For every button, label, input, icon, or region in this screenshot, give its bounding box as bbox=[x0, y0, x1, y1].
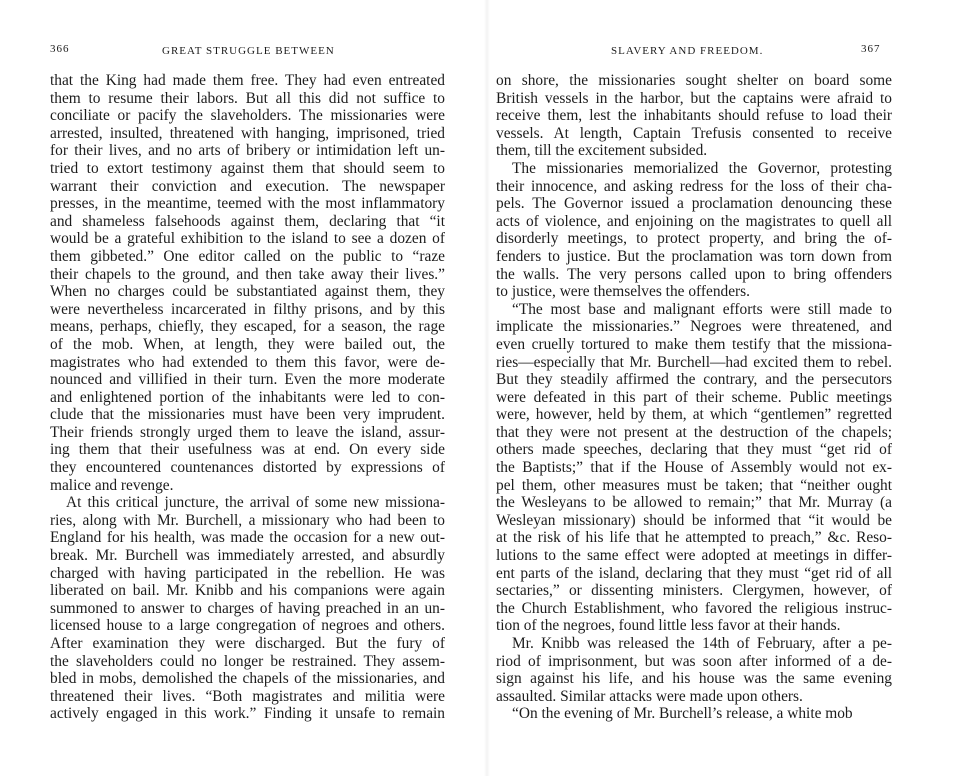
text-line: “On the evening of Mr. Burchell’s release, a white mob bbox=[512, 705, 853, 723]
text-line: were, however, held by them, at which “gentlemen” regretted bbox=[496, 406, 892, 424]
text-line: were nevertheless incarcerated in filthy prisons, and by this bbox=[50, 300, 445, 318]
text-line: fenders to justice. But the proclamation was torn down from bbox=[496, 247, 892, 265]
text-line: pel them, other measures must be taken; that “neither ought bbox=[496, 476, 892, 494]
left-page-number: 366 bbox=[50, 43, 70, 55]
text-line: implicate the missionaries.” Negroes were threatened, and bbox=[496, 318, 892, 336]
text-line: actively engaged in this work.” Finding it unsafe to remain bbox=[50, 705, 445, 723]
text-line: them, till the excitement subsided. bbox=[496, 142, 708, 160]
text-line: The missionaries memorialized the Governor, protesting bbox=[512, 159, 892, 177]
text-line: them gibbeted.” One editor called on the public to “raze bbox=[50, 247, 445, 265]
text-line: sectaries,” or dissenting ministers. Clergymen, however, of bbox=[496, 582, 892, 600]
text-line: them to resume their labors. But all this did not suffice to bbox=[50, 89, 445, 107]
text-line: the Wesleyans to be allowed to remain;” that Mr. Murray (a bbox=[496, 494, 892, 512]
text-line: the slaveholders could no longer be restrained. They assem- bbox=[50, 652, 445, 670]
text-line: lutions to the same effect were adopted at meetings in differ- bbox=[496, 547, 892, 565]
text-line: licensed house to a large congregation of negroes and others. bbox=[50, 617, 445, 635]
text-line: presses, in the meantime, teemed with the most inflammatory bbox=[50, 195, 445, 213]
text-line: ent parts of the island, declaring that they must “get rid of all bbox=[496, 564, 892, 582]
text-line: means, perhaps, chiefly, they escaped, for a season, the rage bbox=[50, 318, 445, 336]
right-page-text bbox=[496, 72, 892, 723]
text-line: England for his health, was made the occasion for a new out- bbox=[50, 529, 445, 547]
text-line: others made speeches, declaring that they must “get rid of bbox=[496, 441, 892, 459]
left-page bbox=[0, 0, 486, 776]
text-line: arrested, insulted, threatened with hanging, imprisoned, tried bbox=[50, 124, 445, 142]
text-line: break. Mr. Burchell was immediately arrested, and absurdly bbox=[50, 547, 445, 565]
text-line: pels. The Governor issued a proclamation denouncing these bbox=[496, 195, 892, 213]
text-line: ries—especially that Mr. Burchell—had excited them to rebel. bbox=[496, 353, 892, 371]
right-page bbox=[488, 0, 980, 776]
text-line: Their friends strongly urged them to leave the island, assur- bbox=[50, 423, 445, 441]
right-running-head: SLAVERY AND FREEDOM. bbox=[611, 45, 764, 57]
text-line: ries, along with Mr. Burchell, a missionary who had been to bbox=[50, 511, 445, 529]
text-line: were defeated in this part of their scheme. Public meetings bbox=[496, 388, 892, 406]
text-line: “The most base and malignant efforts were still made to bbox=[512, 300, 892, 318]
text-line: threatened their lives. “Both magistrates and militia were bbox=[50, 687, 445, 705]
text-line: charged with having participated in the rebellion. He was bbox=[50, 564, 445, 582]
text-line: malice and revenge. bbox=[50, 476, 174, 494]
text-line: British vessels in the harbor, but the captains were afraid to bbox=[496, 89, 892, 107]
text-line: clude that the missionaries must have been very imprudent. bbox=[50, 406, 445, 424]
text-line: would be a grateful exhibition to the island to see a dozen of bbox=[50, 230, 445, 248]
left-running-head: GREAT STRUGGLE BETWEEN bbox=[162, 45, 335, 57]
text-line: riod of imprisonment, but was soon after informed of a de- bbox=[496, 652, 892, 670]
text-line: receive them, lest the inhabitants should refuse to load their bbox=[496, 107, 892, 125]
text-line: on shore, the missionaries sought shelter on board some bbox=[496, 72, 892, 89]
text-line: After examination they were discharged. But the fury of bbox=[50, 635, 445, 652]
text-line: At this critical juncture, the arrival of some new missiona- bbox=[66, 494, 445, 512]
text-line: But they steadily affirmed the contrary, and the persecutors bbox=[496, 371, 892, 389]
text-line: the Church Establishment, who favored the religious instruc- bbox=[496, 599, 892, 617]
text-line: When no charges could be substantiated against them, they bbox=[50, 283, 445, 301]
text-line: assaulted. Similar attacks were made upon others. bbox=[496, 687, 803, 705]
text-line: disorderly meetings, to protect property, and bring the of- bbox=[496, 230, 892, 248]
text-line: acts of violence, and enjoining on the magistrates to quell all bbox=[496, 212, 892, 230]
text-line: conciliate or pacify the slaveholders. The missionaries were bbox=[50, 107, 445, 125]
text-line: their innocence, and asking redress for the loss of their cha- bbox=[496, 177, 892, 195]
text-line: the walls. The very persons called upon to bring offenders bbox=[496, 265, 892, 283]
text-line: summoned to answer to charges of having preached in an un- bbox=[50, 599, 445, 617]
text-line: to justice, were themselves the offenders. bbox=[496, 283, 751, 301]
text-line: their chapels to the ground, and then take away their lives.” bbox=[50, 265, 445, 283]
text-line: bled in mobs, demolished the chapels of the missionaries, and bbox=[50, 670, 445, 688]
text-line: at the risk of his life that he attempted to preach,” &c. Reso- bbox=[496, 529, 892, 547]
text-line: they encountered countenances distorted by expressions of bbox=[50, 459, 445, 477]
text-line: Wesleyan missionary) should be informed that “it would be bbox=[496, 511, 892, 529]
right-page-number: 367 bbox=[861, 43, 881, 55]
text-line: nounced and villified in their turn. Even the more moderate bbox=[50, 371, 445, 389]
text-line: tion of the negroes, found little less favor at their hands. bbox=[496, 617, 841, 635]
text-line: sign against his life, and his house was the same evening bbox=[496, 670, 892, 688]
text-line: for their lives, and no arts of bribery or intimidation left un- bbox=[50, 142, 445, 160]
text-line: Mr. Knibb was released the 14th of February, after a pe- bbox=[512, 635, 892, 652]
text-line: tried to extort testimony against them that should seem to bbox=[50, 159, 445, 177]
text-line: ing them that their usefulness was at end. On every side bbox=[50, 441, 445, 459]
text-line: and enlightened portion of the inhabitants were led to con- bbox=[50, 388, 445, 406]
text-line: vessels. At length, Captain Trefusis consented to receive bbox=[496, 124, 892, 142]
text-line: the Baptists;” that if the House of Assembly would not ex- bbox=[496, 459, 892, 477]
left-page-text bbox=[50, 72, 445, 723]
text-line: magistrates who had extended to them this favor, were de- bbox=[50, 353, 445, 371]
text-line: that they were not present at the destruction of the chapels; bbox=[496, 423, 892, 441]
text-line: that the King had made them free. They had even entreated bbox=[50, 72, 445, 89]
text-line: warrant their conviction and execution. The newspaper bbox=[50, 177, 445, 195]
text-line: and shameless falsehoods against them, declaring that “it bbox=[50, 212, 445, 230]
text-line: liberated on bail. Mr. Knibb and his companions were again bbox=[50, 582, 445, 600]
text-line: even cruelly tortured to make them testify that the missiona- bbox=[496, 335, 892, 353]
text-line: of the mob. When, at length, they were bailed out, the bbox=[50, 335, 445, 353]
